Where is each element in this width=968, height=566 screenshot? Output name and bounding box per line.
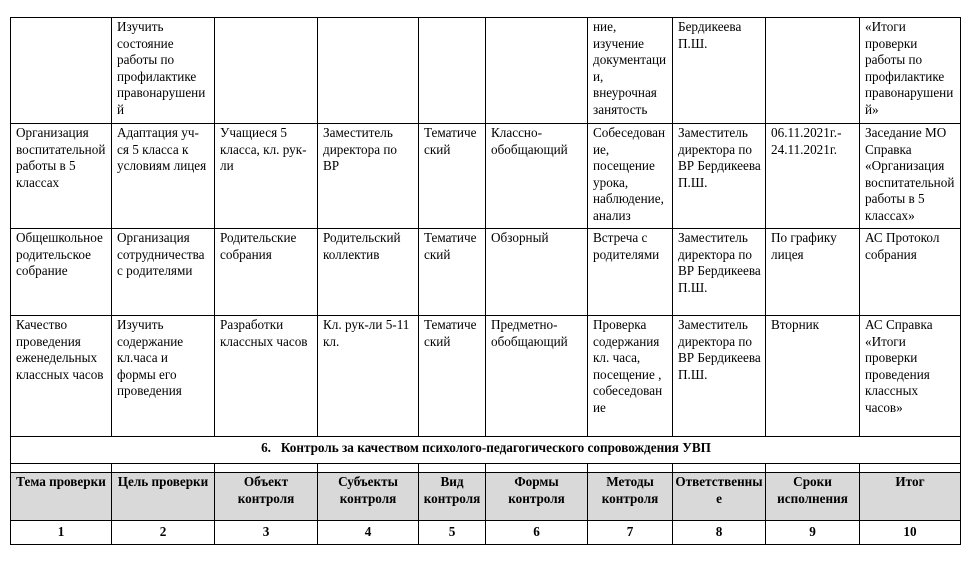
table-cell	[419, 18, 486, 124]
column-header: Тема проверки	[11, 473, 112, 521]
table-cell	[318, 464, 419, 473]
column-header: Цель проверки	[112, 473, 215, 521]
table-cell: Заместитель директора по ВР Бердикеева П.Ш.	[673, 124, 766, 229]
section-title	[11, 437, 961, 464]
column-header: Формы контроля	[486, 473, 588, 521]
table-cell	[318, 18, 419, 124]
table-cell: 06.11.2021г.- 24.11.2021г.	[766, 124, 860, 229]
column-number: 7	[588, 521, 673, 545]
column-number-row	[11, 521, 961, 545]
spacer-row	[11, 464, 961, 473]
table-cell	[766, 18, 860, 124]
table-cell: Тематический	[419, 124, 486, 229]
table-cell: Собеседование, посещение урока, наблюдение, анализ	[588, 124, 673, 229]
table-row	[11, 18, 961, 124]
table-cell: Встреча с родителями	[588, 229, 673, 316]
column-number: 5	[419, 521, 486, 545]
column-header: Вид контроля	[419, 473, 486, 521]
table-cell	[588, 464, 673, 473]
column-header: Ответственные	[673, 473, 766, 521]
table-cell: Вторник	[766, 316, 860, 437]
table-cell	[112, 464, 215, 473]
table-cell	[766, 464, 860, 473]
table-cell: Тематический	[419, 229, 486, 316]
column-number: 1	[11, 521, 112, 545]
table-cell: Обзорный	[486, 229, 588, 316]
table-cell: Заместитель директора по ВР Бердикеева П.Ш.	[673, 316, 766, 437]
table-cell: Кл. рук-ли 5-11 кл.	[318, 316, 419, 437]
column-number: 2	[112, 521, 215, 545]
table-cell: Изучить состояние работы по профилактике правонарушений	[112, 18, 215, 124]
column-header: Методы контроля	[588, 473, 673, 521]
table-row	[11, 124, 961, 229]
table-cell: Учащиеся 5 класса, кл. рук-ли	[215, 124, 318, 229]
table-cell	[486, 464, 588, 473]
table-cell	[419, 464, 486, 473]
document-page	[10, 17, 961, 545]
column-header: Субъекты контроля	[318, 473, 419, 521]
table-cell: Заместитель директора по ВР Бердикеева П.Ш.	[673, 229, 766, 316]
column-number: 9	[766, 521, 860, 545]
control-plan-table	[10, 17, 961, 545]
column-number: 10	[860, 521, 961, 545]
table-cell: Разработки классных часов	[215, 316, 318, 437]
table-row	[11, 316, 961, 437]
table-cell	[11, 464, 112, 473]
table-cell: По графику лицея	[766, 229, 860, 316]
table-cell: «Итоги проверки работы по профилактике правонарушений»	[860, 18, 961, 124]
table-cell	[215, 18, 318, 124]
table-cell: АС Протокол собрания	[860, 229, 961, 316]
column-number: 4	[318, 521, 419, 545]
section-title-text: Контроль за качеством психолого-педагогического сопровождения УВП	[280, 440, 711, 455]
table-row	[11, 229, 961, 316]
column-number: 3	[215, 521, 318, 545]
table-cell: Родительские собрания	[215, 229, 318, 316]
table-cell: Адаптация уч-ся 5 класса к условиям лицея	[112, 124, 215, 229]
table-cell: АС Справка «Итоги проверки проведения классных часов»	[860, 316, 961, 437]
table-cell: Качество проведения еженедельных классных часов	[11, 316, 112, 437]
table-cell: Тематический	[419, 316, 486, 437]
table-cell: Предметно-обобщающий	[486, 316, 588, 437]
table-cell: Родительский коллектив	[318, 229, 419, 316]
section-number: 6.	[261, 440, 271, 455]
table-cell: Общешкольное родительское собрание	[11, 229, 112, 316]
table-cell: Проверка содержания кл. часа, посещение , собеседование	[588, 316, 673, 437]
column-number: 6	[486, 521, 588, 545]
table-cell	[486, 18, 588, 124]
table-cell: Заседание МО Справка «Организация воспитательной работы в 5 классах»	[860, 124, 961, 229]
table-cell	[215, 464, 318, 473]
table-cell: Организация сотрудничества с родителями	[112, 229, 215, 316]
column-header: Объект контроля	[215, 473, 318, 521]
table-cell: Изучить содержание кл.часа и формы его проведения	[112, 316, 215, 437]
table-cell: Бердикеева П.Ш.	[673, 18, 766, 124]
header-row	[11, 473, 961, 521]
table-cell	[673, 464, 766, 473]
table-cell: Классно-обобщающий	[486, 124, 588, 229]
table-cell: Организация воспитательной работы в 5 классах	[11, 124, 112, 229]
table-cell	[11, 18, 112, 124]
table-cell	[860, 464, 961, 473]
column-number: 8	[673, 521, 766, 545]
table-cell: Заместитель директора по ВР	[318, 124, 419, 229]
column-header: Итог	[860, 473, 961, 521]
section-row	[11, 437, 961, 464]
table-cell: ние, изучение документации, внеурочная занятость	[588, 18, 673, 124]
column-header: Сроки исполнения	[766, 473, 860, 521]
